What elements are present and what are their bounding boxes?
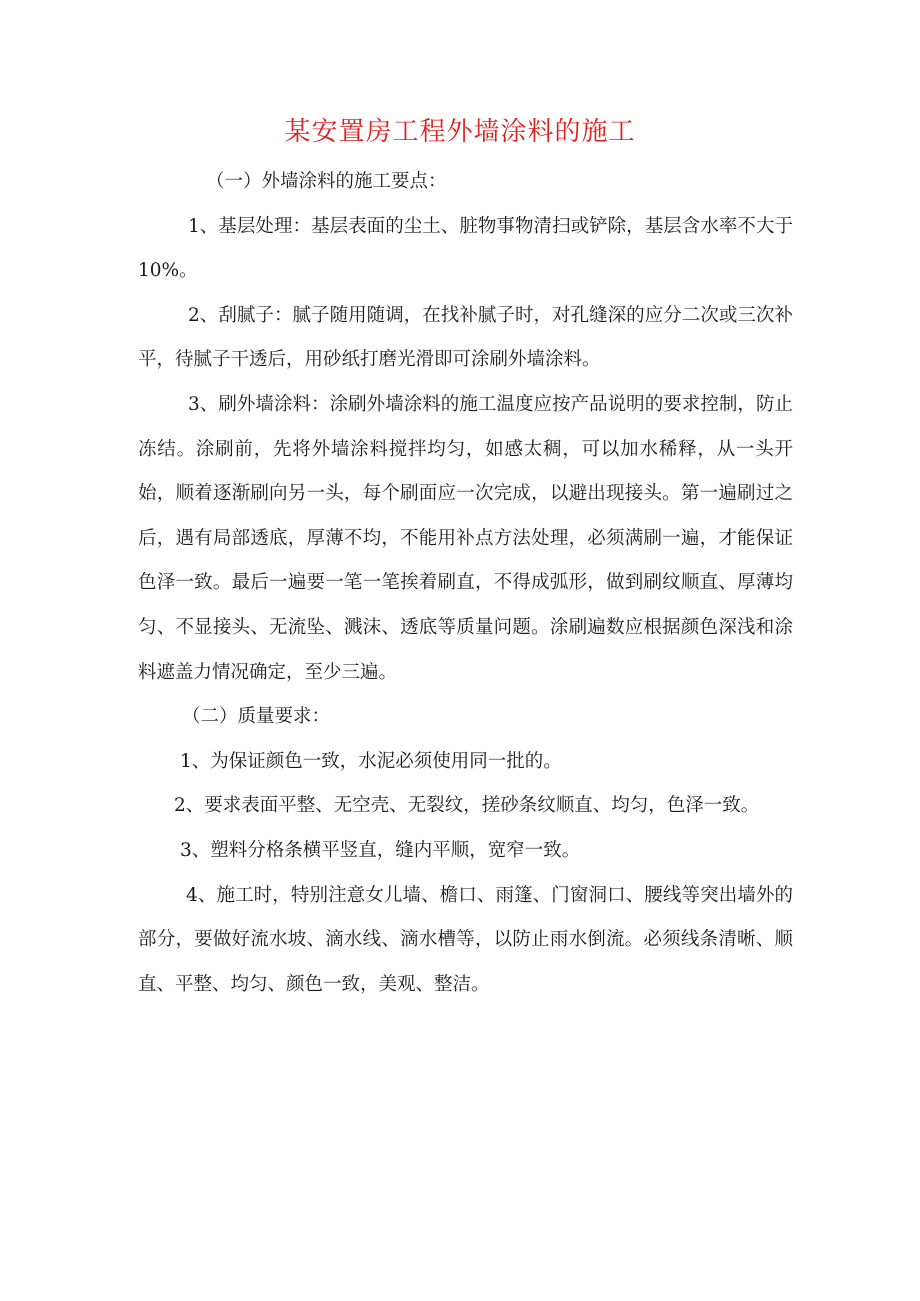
section-heading-construction-points: （一）外墙涂料的施工要点： xyxy=(206,171,447,192)
paragraph-quality-divider-strips: 3、塑料分格条横平竖直，缝内平顺，宽窄一致。 xyxy=(180,839,581,861)
paragraph-quality-surface: 2、要求表面平整、无空壳、无裂纹，搓砂条纹顺直、均匀，色泽一致。 xyxy=(174,795,760,817)
paragraph-quality-color-consistency: 1、为保证颜色一致，水泥必须使用同一批的。 xyxy=(180,750,562,772)
document-body xyxy=(138,160,793,1007)
paragraph-putty-scraping: 2、刮腻子：腻子随用随调，在找补腻子时，对孔缝深的应分二次或三次补平，待腻子干透后，用砂纸打磨光滑即可涂刷外墙涂料。 xyxy=(138,304,793,371)
paragraph-quality-protruding-parts: 4、施工时，特别注意女儿墙、檐口、雨篷、门窗洞口、腰线等突出墙外的部分，要做好流水坡、滴水线、滴水槽等，以防止雨水倒流。必须线条清晰、顺直、平整、均匀、颜色一致，美观、整洁。 xyxy=(138,884,793,995)
section-heading-quality-requirements: （二）质量要求： xyxy=(182,706,331,728)
document-title: 某安置房工程外墙涂料的施工 xyxy=(284,117,636,147)
paragraph-paint-brushing: 3、刷外墙涂料：涂刷外墙涂料的施工温度应按产品说明的要求控制，防止冻结。涂刷前，先将外墙涂料搅拌均匀，如感太稠，可以加水稀释，从一头开始，顺着逐渐刷向另一头，每个刷面应一次完成，以避出现接头。第一遍刷过之后，遇有局部透底，厚薄不均，不能用补点方法处理，必须满刷一遍，才能保证色泽一致。最后一遍要一笔一笔挨着刷直，不得成弧形，做到刷纹顺直、厚薄均匀、不显接头、无流坠、溅沫、透底等质量问题。涂刷遍数应根据颜色深浅和涂料遮盖力情况确定，至少三遍。 xyxy=(138,393,793,683)
paragraph-base-treatment: 1、基层处理：基层表面的尘土、脏物事物清扫或铲除，基层含水率不大于10%。 xyxy=(138,215,793,282)
